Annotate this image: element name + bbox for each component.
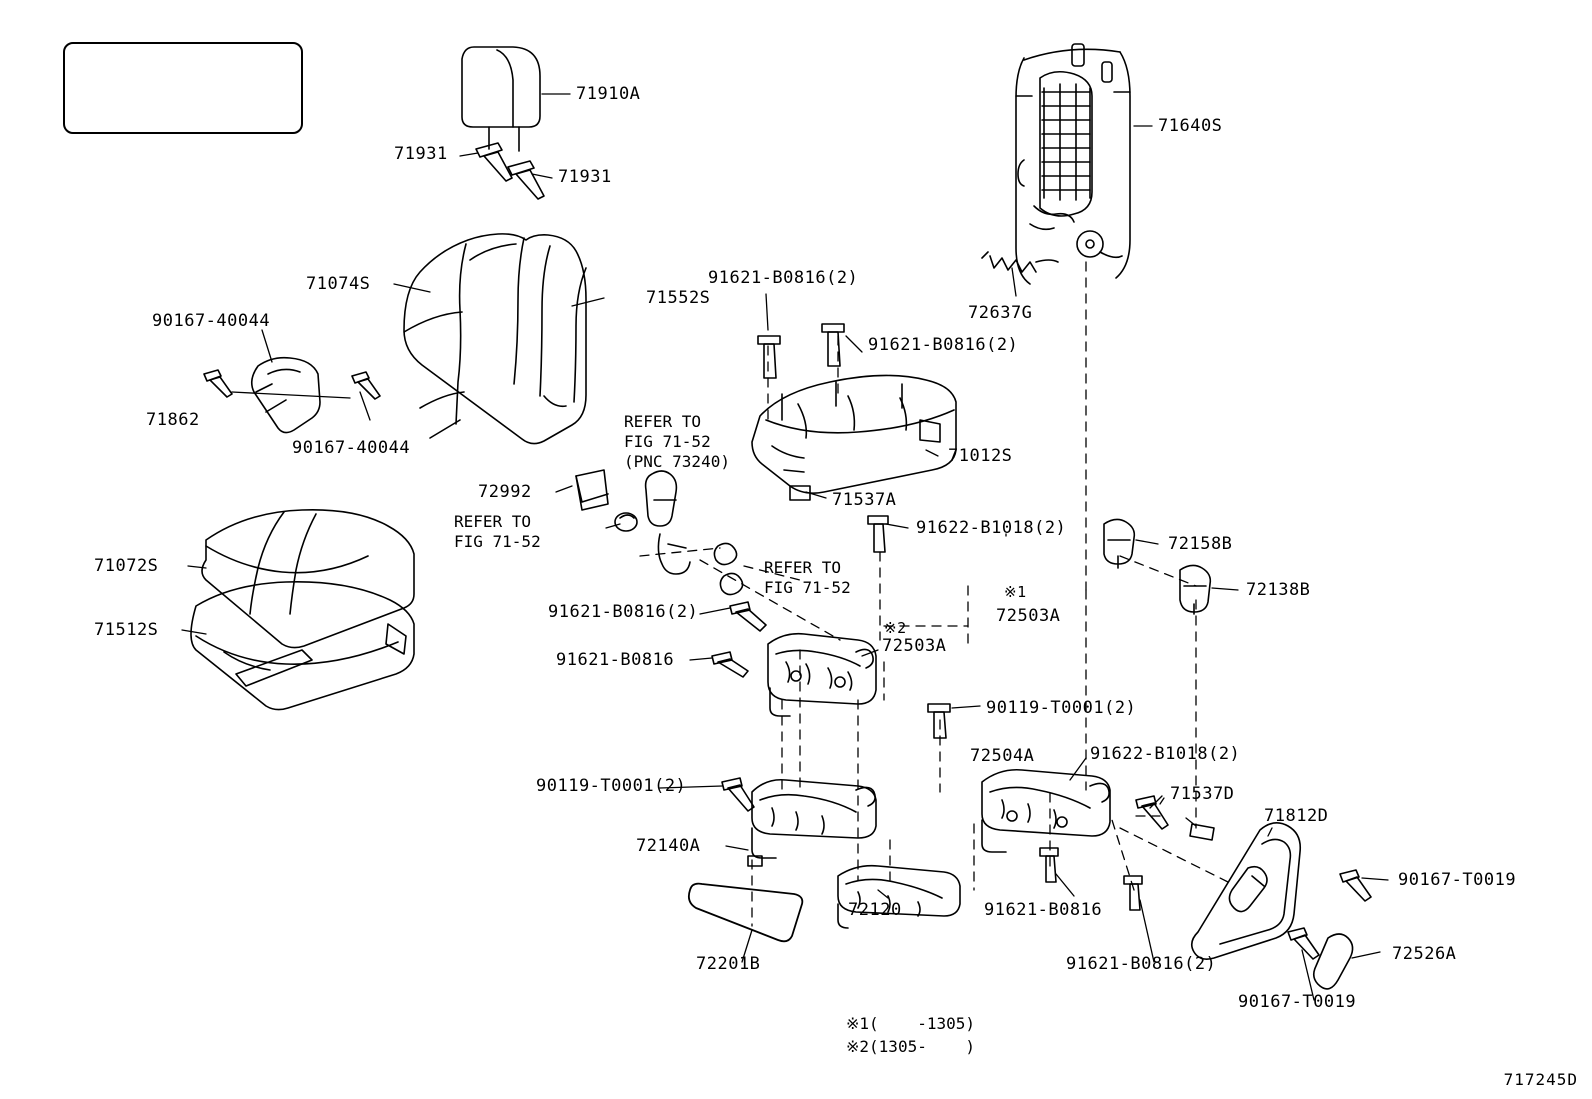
refer-note-pnc xyxy=(624,412,730,472)
part-label-72504A: 72504A xyxy=(970,746,1035,766)
bolt-icons-72504A xyxy=(1040,796,1168,910)
part-label-90167-40044-a: 90167-40044 xyxy=(152,311,271,331)
part-label-72503A-1: 72503A xyxy=(996,606,1061,626)
seatback-cover-part xyxy=(404,234,586,444)
part-label-71862: 71862 xyxy=(146,410,200,430)
headrest-bolt-icons xyxy=(476,143,544,199)
small-clip-icons xyxy=(714,543,742,594)
part-label-72201B: 72201B xyxy=(696,954,761,974)
part-label-71512S: 71512S xyxy=(94,620,159,640)
refer-line-3: (PNC 73240) xyxy=(624,452,730,471)
side-shield-71812D-part xyxy=(1192,823,1301,959)
part-label-91622-B1018-2b: 91622-B1018(2) xyxy=(1090,744,1241,764)
bracket-72992-part xyxy=(576,470,608,510)
part-label-72992: 72992 xyxy=(478,482,532,502)
refer-note-left xyxy=(454,512,541,552)
refer-line-1: REFER TO xyxy=(454,512,532,531)
part-label-71931-b: 71931 xyxy=(558,167,612,187)
wire-72201B-part xyxy=(689,884,802,942)
part-label-91621-B0816-2b: 91621-B0816(2) xyxy=(868,335,1019,355)
seat-pan-71012S-part xyxy=(752,375,956,500)
seatback-frame-part xyxy=(1016,44,1130,284)
diagram-code: 717245D xyxy=(1503,1070,1578,1089)
cap-72526A-part xyxy=(1314,934,1353,989)
part-label-71552S: 71552S xyxy=(646,288,711,308)
part-label-72120: 72120 xyxy=(848,900,902,920)
part-label-91622-B1018-2a: 91622-B1018(2) xyxy=(916,518,1067,538)
part-label-72140A: 72140A xyxy=(636,836,701,856)
headrest-part xyxy=(462,47,540,151)
part-label-72158B: 72158B xyxy=(1168,534,1233,554)
mark-2-label: ※2 xyxy=(884,619,907,637)
part-label-91621-B0816-2d: 91621-B0816(2) xyxy=(1066,954,1217,974)
part-label-72526A: 72526A xyxy=(1392,944,1457,964)
pin-71537D-part xyxy=(1190,824,1214,840)
screw-90167-T0019-icons xyxy=(1288,870,1371,959)
bolt-icons-72140A xyxy=(722,704,950,811)
part-label-91621-B0816-b: 91621-B0816 xyxy=(984,900,1103,920)
part-label-90119-T0001-2b: 90119-T0001(2) xyxy=(536,776,687,796)
part-label-90119-T0001-2a: 90119-T0001(2) xyxy=(986,698,1137,718)
part-label-91621-B0816-a: 91621-B0816 xyxy=(556,650,675,670)
part-label-71537A: 71537A xyxy=(832,490,897,510)
part-label-91621-B0816-2c: 91621-B0816(2) xyxy=(548,602,699,622)
spring-72637G-part xyxy=(982,252,1058,272)
part-label-72138B: 72138B xyxy=(1246,580,1311,600)
part-label-71072S: 71072S xyxy=(94,556,159,576)
bolt-icons-upper xyxy=(758,324,888,552)
footnote-2: ※2(1305- ) xyxy=(846,1037,975,1056)
part-label-71640S: 71640S xyxy=(1158,116,1223,136)
refer-line-2: FIG 71-52 xyxy=(764,578,851,597)
part-label-71910A: 71910A xyxy=(576,84,641,104)
refer-note-mid xyxy=(764,558,851,598)
bracket-72158B-part xyxy=(1104,519,1134,568)
mark-1-label: ※1 xyxy=(1004,583,1027,601)
part-label-71012S: 71012S xyxy=(948,446,1013,466)
bolt-icons-72503A xyxy=(712,602,766,677)
location-key-box xyxy=(63,42,303,134)
part-label-71931-a: 71931 xyxy=(394,144,448,164)
part-label-91621-B0816-2a: 91621-B0816(2) xyxy=(708,268,859,288)
refer-line-2: FIG 71-52 xyxy=(454,532,541,551)
bracket-72503A-part xyxy=(768,634,876,716)
part-label-90167-T0019-b: 90167-T0019 xyxy=(1238,992,1357,1012)
refer-line-2: FIG 71-52 xyxy=(624,432,711,451)
footnote-1: ※1( -1305) xyxy=(846,1014,975,1033)
part-label-71074S: 71074S xyxy=(306,274,371,294)
seat-cushion-part xyxy=(202,510,414,648)
refer-line-1: REFER TO xyxy=(764,558,842,577)
refer-line-1: REFER TO xyxy=(624,412,702,431)
part-label-71812D: 71812D xyxy=(1264,806,1329,826)
part-label-72637G: 72637G xyxy=(968,303,1033,323)
part-label-71537D: 71537D xyxy=(1170,784,1235,804)
part-label-72503A-2: 72503A xyxy=(882,636,947,656)
bracket-72138B-part xyxy=(1180,565,1210,614)
part-label-90167-40044-b: 90167-40044 xyxy=(292,438,411,458)
seatbelt-buckle-part xyxy=(615,471,690,574)
part-label-90167-T0019-a: 90167-T0019 xyxy=(1398,870,1517,890)
rail-72504A-part xyxy=(982,770,1110,852)
